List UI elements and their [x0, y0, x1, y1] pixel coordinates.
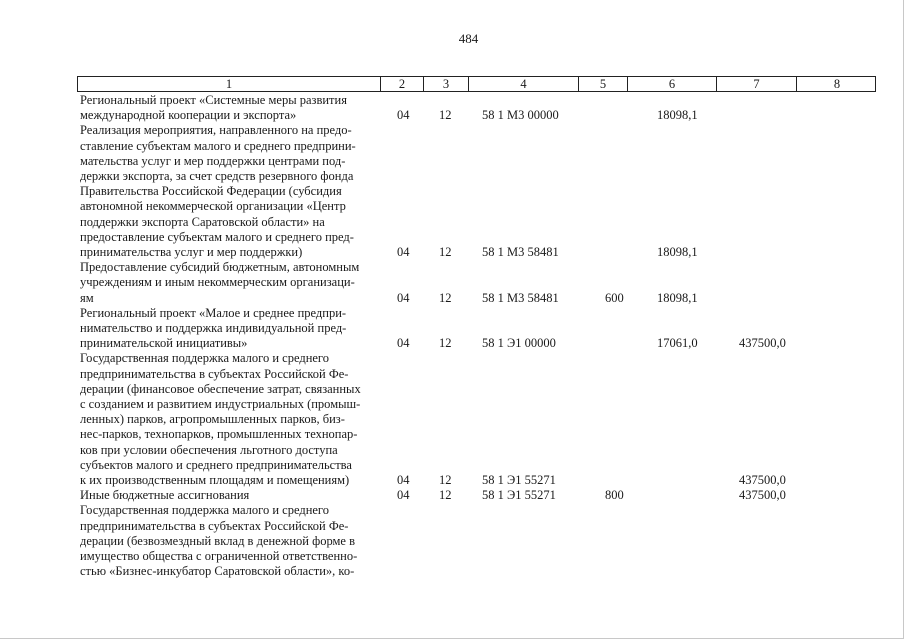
row-sum-1: 18098,1 — [657, 245, 698, 260]
row-description: Государственная поддержка малого и среднего предпринимательства в субъектах Российской Фе- дерации (безвозмездный вклад в денежной форме в имущество общества с ограниченной ответственно- стью «Бизнес-инкубатор Саратовской области», ко- — [80, 503, 358, 579]
row-sum-2: 437500,0 — [739, 473, 786, 488]
row-target-code: 58 1 Э1 00000 — [482, 336, 556, 351]
table-row — [80, 260, 880, 306]
header-col-7: 7 — [716, 77, 796, 91]
row-description: Региональный проект «Малое и среднее предпри- нимательство и поддержка индивидуальной пред- принимательской инициативы» — [80, 305, 347, 351]
header-col-4: 4 — [468, 77, 578, 91]
row-target-code: 58 1 Э1 55271 — [482, 488, 556, 503]
header-col-2: 2 — [380, 77, 423, 91]
row-description: Иные бюджетные ассигнования — [80, 488, 250, 503]
row-target-code: 58 1 M3 58481 — [482, 245, 559, 260]
table-header — [77, 76, 876, 92]
header-col-1: 1 — [225, 77, 233, 91]
row-section: 04 — [397, 336, 410, 351]
row-section: 04 — [397, 488, 410, 503]
row-description: Предоставление субсидий бюджетным, автономным учреждениям и иным некоммерческим организаци- ям — [80, 260, 360, 305]
row-sum-1: 18098,1 — [657, 108, 698, 123]
row-section: 04 — [397, 245, 410, 260]
row-subsection: 12 — [439, 245, 452, 260]
table-row — [80, 503, 880, 579]
row-section: 04 — [397, 290, 410, 305]
header-col-3: 3 — [423, 77, 468, 91]
row-subsection: 12 — [439, 488, 452, 503]
row-description: Региональный проект «Системные меры развития международной кооперации и экспорта» — [80, 93, 347, 123]
row-sum-2: 437500,0 — [739, 488, 786, 503]
row-subsection: 12 — [439, 336, 452, 351]
row-sum-1: 17061,0 — [657, 336, 698, 351]
row-target-code: 58 1 Э1 55271 — [482, 473, 556, 488]
table-row — [80, 306, 880, 352]
row-section: 04 — [397, 108, 410, 123]
table-body — [80, 93, 880, 580]
row-sum-1: 18098,1 — [657, 290, 698, 305]
table-row — [80, 123, 880, 260]
row-description: Реализация мероприятия, направленного на предо- ставление субъектам малого и среднего предприни- мательства услуг и мер поддержки центрами под- держки экспорта, за счет средств резервного фонда Правительства Российской Федерации (субсидия автономной некоммерческой организации «Центр поддержки экспорта Саратовской области» на предоставление субъектам малого и среднего пред- принимательства услуг и мер поддержки) — [80, 123, 356, 260]
table-row — [80, 488, 880, 503]
row-target-code: 58 1 M3 00000 — [482, 108, 559, 123]
row-subsection: 12 — [439, 290, 452, 305]
table-row — [80, 93, 880, 123]
header-col-5: 5 — [578, 77, 627, 91]
row-subsection: 12 — [439, 473, 452, 488]
row-section: 04 — [397, 473, 410, 488]
row-description: Государственная поддержка малого и среднего предпринимательства в субъектах Российской Фе- дерации (финансовое обеспечение затрат, связанных с созданием и развитием индустриальных (промыш- ленных) парков, агропромышленных парков, биз- нес-парков, технопарков, промышленных технопар- ков при условии обеспечения льготного доступа субъектов малого и среднего предпринимательства к их производственным площадям и помещениям) — [80, 351, 361, 488]
row-subsection: 12 — [439, 108, 452, 123]
table-row — [80, 351, 880, 488]
row-expense-type: 800 — [605, 488, 624, 503]
row-target-code: 58 1 M3 58481 — [482, 290, 559, 305]
row-expense-type: 600 — [605, 290, 624, 305]
header-col-8: 8 — [796, 77, 877, 91]
row-sum-2: 437500,0 — [739, 336, 786, 351]
header-col-6: 6 — [627, 77, 716, 91]
page-number: 484 — [458, 31, 479, 46]
